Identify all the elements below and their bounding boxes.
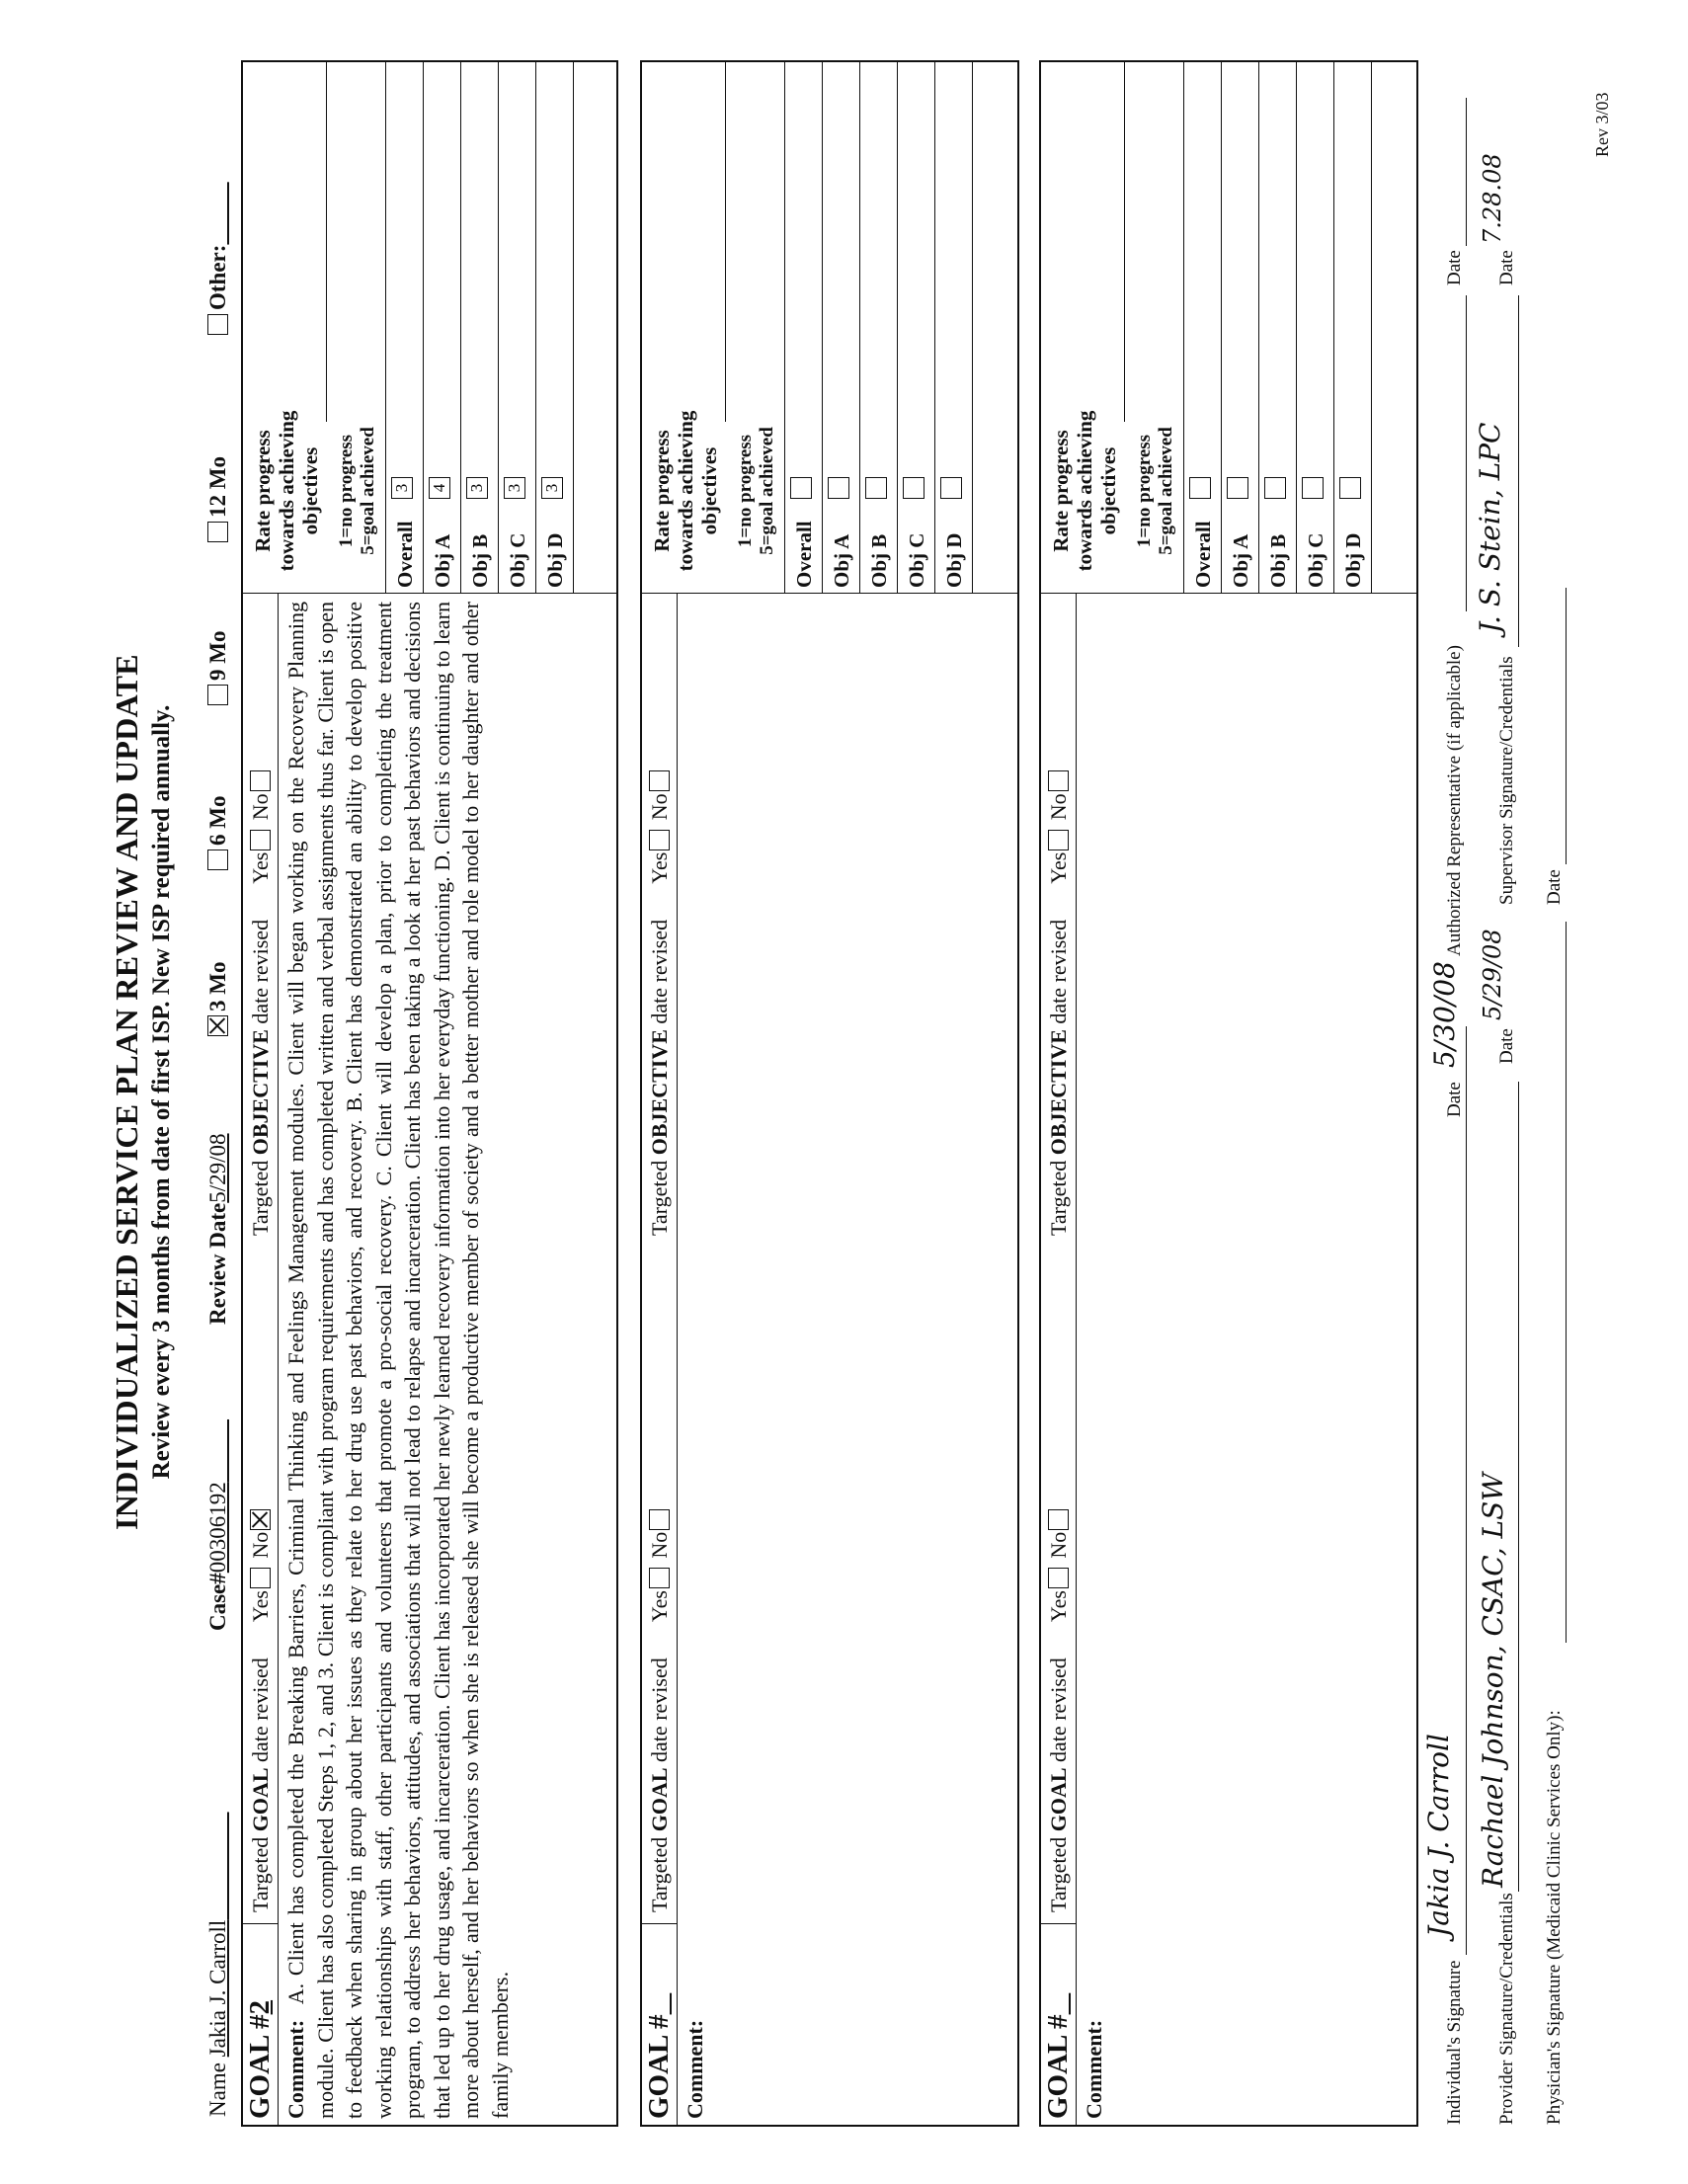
- provider-signature-label: Provider Signature/Credentials: [1496, 1893, 1517, 2125]
- obj-d-rating: Obj D: [942, 532, 966, 588]
- obj-c-rating: Obj C: [1304, 532, 1327, 588]
- provider-signature-line[interactable]: [1518, 1082, 1519, 1892]
- checkbox-icon: [207, 849, 228, 870]
- goal-number[interactable]: GOAL #2: [244, 1999, 276, 2119]
- obj-d-rating-box[interactable]: 3: [541, 477, 563, 499]
- form-subtitle: Review every 3 months from date of first ISP. New ISP required annually.: [148, 704, 175, 1480]
- supervisor-signature-line[interactable]: [1518, 295, 1519, 647]
- obj-a-rating-box[interactable]: 4: [429, 477, 450, 499]
- individual-date-label: Date: [1444, 1082, 1465, 1117]
- goal-revised-row: Targeted GOAL date revised Yes No: [248, 1505, 274, 1912]
- overall-rating-box[interactable]: [790, 477, 812, 499]
- authorized-date-label: Date: [1444, 250, 1465, 285]
- checkbox-icon: [207, 314, 228, 335]
- objective-revised-yes-checkbox[interactable]: [649, 830, 670, 850]
- rate-progress-heading: Rate progress towards achieving objectives: [1049, 410, 1120, 572]
- review-date-value: 5/29/08: [205, 1133, 230, 1203]
- obj-b-rating-box[interactable]: 3: [466, 477, 488, 499]
- objective-revised-row: Targeted OBJECTIVE date revised Yes No: [248, 767, 274, 1236]
- objective-revised-yes-checkbox[interactable]: [250, 830, 271, 850]
- obj-d-rating-box[interactable]: [940, 477, 962, 499]
- obj-d-rating: Obj D: [1341, 532, 1365, 588]
- form-revision: Rev 3/03: [1592, 92, 1612, 157]
- physician-signature-label: Physician's Signature (Medicaid Clinic Services Only):: [1544, 1710, 1565, 2125]
- objective-revised-yes-checkbox[interactable]: [1048, 830, 1069, 850]
- checked-box-icon: [207, 1015, 228, 1036]
- obj-b-rating: Obj B: [468, 533, 492, 588]
- period-12mo-checkbox[interactable]: 12 Mo: [205, 456, 231, 544]
- goal-comment[interactable]: Comment:: [683, 2019, 707, 2119]
- authorized-date-line[interactable]: [1466, 98, 1467, 246]
- supervisor-date[interactable]: 7.28.08: [1479, 153, 1506, 244]
- goal-comment[interactable]: Comment:: [1082, 2019, 1106, 2119]
- objective-revised-no-checkbox[interactable]: [250, 770, 271, 791]
- obj-c-rating-box[interactable]: [1302, 477, 1324, 499]
- goal-revised-yes-checkbox[interactable]: [250, 1568, 271, 1588]
- supervisor-date-label: Date: [1496, 250, 1517, 285]
- obj-b-rating-box[interactable]: [1264, 477, 1286, 499]
- authorized-representative-line[interactable]: [1466, 295, 1467, 611]
- goal-number[interactable]: GOAL #: [643, 2014, 675, 2119]
- individual-signature-label: Individual's Signature: [1444, 1960, 1465, 2125]
- physician-date-line[interactable]: [1566, 588, 1567, 864]
- case-field[interactable]: Case#00306192: [205, 1482, 230, 1631]
- obj-b-rating: Obj B: [867, 533, 891, 588]
- supervisor-signature-label: Supervisor Signature/Credentials: [1496, 656, 1517, 905]
- obj-d-rating-box[interactable]: [1339, 477, 1361, 499]
- goal-revised-no-checkbox[interactable]: [250, 1509, 271, 1530]
- checkbox-icon: [207, 685, 228, 705]
- obj-c-rating-box[interactable]: [903, 477, 924, 499]
- obj-a-rating: Obj A: [431, 533, 454, 588]
- rating-scale: 1=no progress 5=goal achieved: [735, 427, 777, 555]
- goal-revised-no-checkbox[interactable]: [649, 1509, 670, 1530]
- goal-revised-no-checkbox[interactable]: [1048, 1509, 1069, 1530]
- obj-a-rating: Obj A: [830, 533, 853, 588]
- name-field[interactable]: Name Jakia J. Carroll: [205, 1919, 230, 2117]
- period-6mo-checkbox[interactable]: 6 Mo: [205, 796, 231, 872]
- period-3mo-checkbox[interactable]: 3 Mo: [205, 962, 231, 1038]
- case-value: 00306192: [205, 1482, 230, 1574]
- obj-a-rating-box[interactable]: [1227, 477, 1248, 499]
- objective-revised-row: Targeted OBJECTIVE date revised Yes No: [647, 767, 673, 1236]
- overall-rating-box[interactable]: [1189, 477, 1211, 499]
- review-date-field[interactable]: Review Date5/29/08: [205, 1133, 230, 1325]
- objective-revised-no-checkbox[interactable]: [649, 770, 670, 791]
- goal-revised-row: Targeted GOAL date revised Yes No: [1046, 1505, 1072, 1912]
- objective-revised-row: Targeted OBJECTIVE date revised Yes No: [1046, 767, 1072, 1236]
- form-title: INDIVIDUALIZED SERVICE PLAN REVIEW AND UPDATE: [109, 654, 144, 1530]
- rating-scale: 1=no progress 5=goal achieved: [1134, 427, 1176, 555]
- authorized-representative-label: Authorized Representative (if applicable): [1444, 645, 1465, 956]
- rate-progress-heading: Rate progress towards achieving objectives: [650, 410, 721, 572]
- goal-revised-yes-checkbox[interactable]: [649, 1568, 670, 1588]
- overall-rating: Overall: [393, 521, 417, 588]
- individual-signature-line[interactable]: [1466, 1026, 1467, 1955]
- checkbox-icon: [207, 522, 228, 542]
- goal-revised-row: Targeted GOAL date revised Yes No: [647, 1505, 673, 1912]
- individual-date[interactable]: 5/30/08: [1428, 961, 1461, 1068]
- overall-rating: Overall: [792, 521, 816, 588]
- rate-progress-heading: Rate progress towards achieving objectives: [251, 410, 322, 572]
- goal-revised-yes-checkbox[interactable]: [1048, 1568, 1069, 1588]
- period-9mo-checkbox[interactable]: 9 Mo: [205, 631, 231, 707]
- overall-rating: Overall: [1191, 521, 1215, 588]
- individual-signature: Jakia J. Carroll: [1422, 1734, 1455, 1937]
- provider-date[interactable]: 5/29/08: [1479, 929, 1506, 1020]
- supervisor-signature: J. S. Stein, LPC: [1474, 422, 1506, 633]
- obj-a-rating-box[interactable]: [828, 477, 849, 499]
- obj-c-rating: Obj C: [506, 532, 529, 588]
- goal-comment[interactable]: Comment: A. Client has completed the Breaking Barriers, Criminal Thinking and Feelings Management modules. Client will began working on the Recovery Planning module. Client has also completed Steps 1, 2, and 3. Client is compliant with program requirements and has completed written and verbal assignments thus far. Client is open to feedback when sharing in group about her issues as they relate to her drug use past behaviors, and recovery. B. Client has demonstrated an ability to develop positive working relationships with staff, other participants and volunteers that promote a pro-social recovery. C. Client will develop a plan, prior to completing the treatment program, to address her behaviors, attitudes, and associations that will not lead to relapse and incarceration. Client has been taking a look at her past behaviors and decisions that led up to her drug usage, and incarceration. Client has incorporated her newly learned recovery information into her everyday functioning. D. Client is continuing to learn more about herself, and her behaviors so when she is released she will become a productive member of society and a better mother and role model to her daughter and other family members.: [283, 601, 513, 2119]
- obj-b-rating-box[interactable]: [865, 477, 887, 499]
- physician-date-label: Date: [1544, 869, 1565, 905]
- provider-date-label: Date: [1496, 1028, 1517, 1064]
- obj-d-rating: Obj D: [543, 532, 567, 588]
- obj-c-rating: Obj C: [905, 532, 928, 588]
- obj-b-rating: Obj B: [1266, 533, 1290, 588]
- rating-scale: 1=no progress 5=goal achieved: [336, 427, 378, 555]
- overall-rating-box[interactable]: 3: [391, 477, 413, 499]
- period-other-checkbox[interactable]: Other:: [205, 182, 231, 337]
- name-value: Jakia J. Carroll: [205, 1919, 230, 2058]
- provider-signature: Rachael Johnson, CSAC, LSW: [1477, 1472, 1509, 1888]
- objective-revised-no-checkbox[interactable]: [1048, 770, 1069, 791]
- obj-c-rating-box[interactable]: 3: [504, 477, 525, 499]
- goal-number[interactable]: GOAL #: [1042, 2014, 1074, 2119]
- obj-a-rating: Obj A: [1229, 533, 1252, 588]
- physician-signature-line[interactable]: [1566, 922, 1567, 1643]
